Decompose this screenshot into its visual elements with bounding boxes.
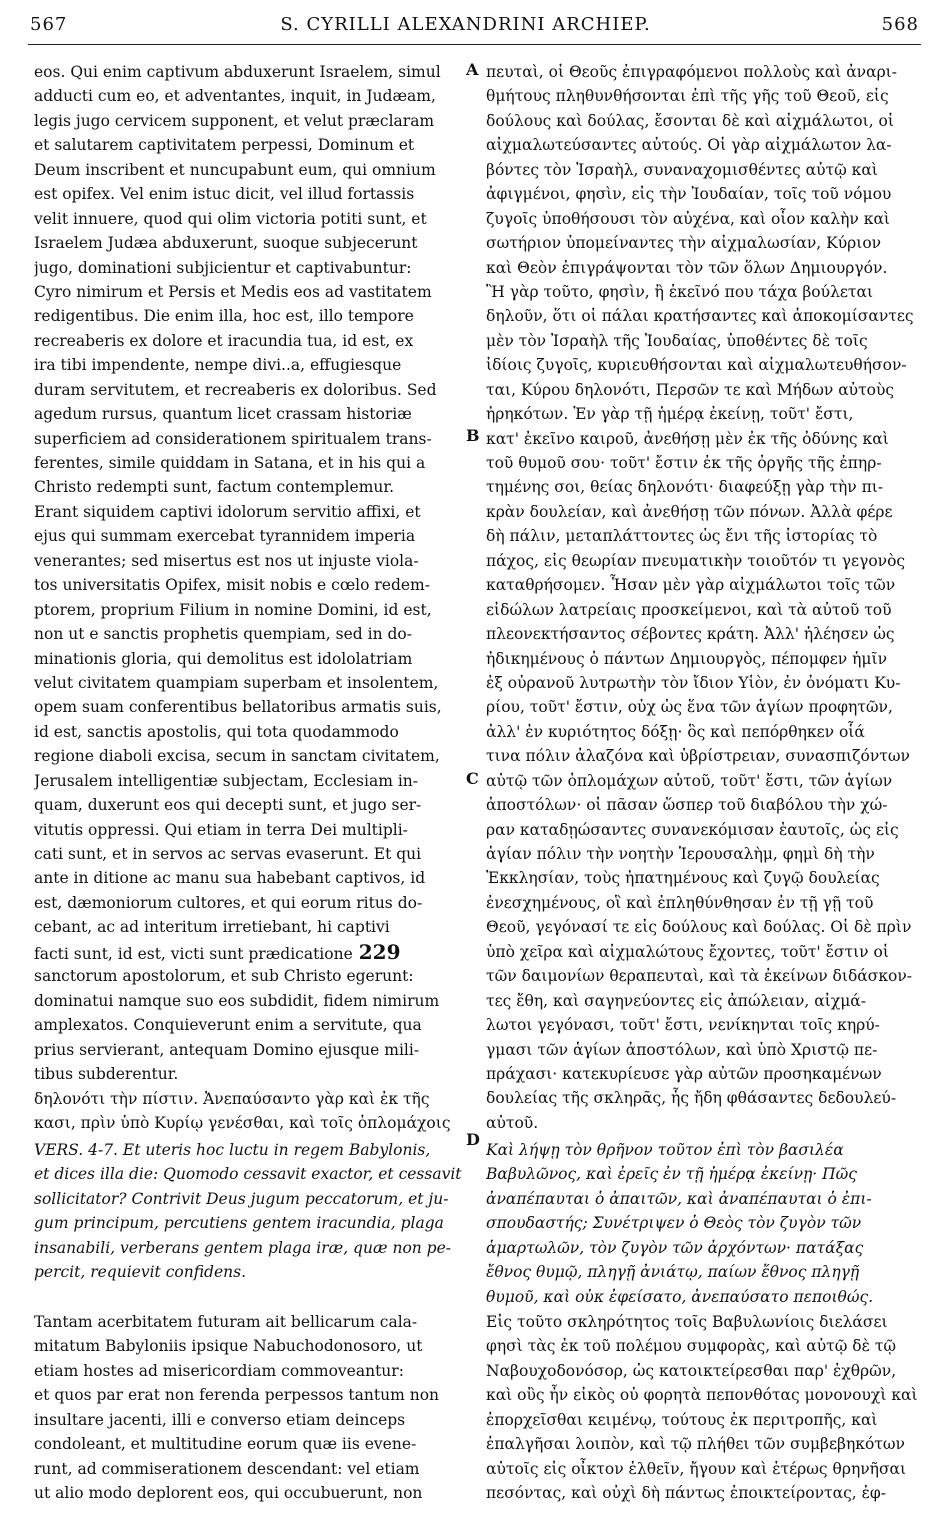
text-line: Deum inscribent et nuncupabunt eum, qui omnium (34, 160, 436, 179)
text-line: et quos par erat non ferenda perpessos tantum non (34, 1386, 440, 1405)
text-line: ἠρηκότων. Ἐν γὰρ τῇ ἡμέρᾳ ἐκείνῃ, τοῦτ' ἔστι, (486, 405, 854, 424)
text-line: ἐπαλγῆσαι λοιπὸν, καὶ τῷ πλήθει τῶν συμβεβηκότων (486, 1435, 905, 1454)
page-number-left: 567 (30, 14, 68, 35)
text-line: runt, ad commiserationem descendant: vel etiam (34, 1459, 420, 1478)
greek-verse-block (486, 1138, 918, 1309)
text-line: δούλους καὶ δούλας, ἔσονται δὲ καὶ αἰχμάλωτοι, οἱ (486, 111, 894, 130)
text-line: ut alio modo deplorent eos, qui occubuerunt, non (34, 1484, 423, 1503)
latin-column-lower (34, 1310, 464, 1506)
text-line: minationis gloria, qui demolitus est idololatriam (34, 649, 413, 668)
page-number-right: 568 (881, 14, 919, 35)
latin-column-upper (34, 60, 464, 1086)
text-line: ἐξ οὐρανοῦ λυτρωτὴν τὸν ἴδιον Υἱὸν, ἐν ὀνόματι Κυ- (486, 673, 901, 692)
text-line: prius servierant, antequam Domino ejusque mili- (34, 1040, 420, 1059)
text-line: αὐτῷ τῶν ὁπλομάχων αὐτοῦ, τοῦτ' ἔστι, τῶν ἁγίων (486, 771, 893, 790)
text-line: facti sunt, id est, victi sunt prædicatione 229 (34, 939, 401, 964)
text-line: Cyro nimirum et Persis et Medis eos ad vastitatem (34, 282, 432, 301)
text-line: opem suam conferentibus bellatoribus armatis suis, (34, 698, 442, 717)
text-line: redigentibus. Die enim illa, hoc est, illo tempore (34, 307, 414, 326)
text-line: πεσόντας, καὶ οὐχὶ δὴ πάντως ἐποικτείροντας, ἐφ- (486, 1484, 887, 1503)
text-line: φησὶ τὰς ἐκ τοῦ πολέμου συμφορὰς, καὶ αὐτῷ δὲ τῷ (486, 1337, 897, 1356)
text-line: regione diaboli excisa, secum in sanctam civitatem, (34, 747, 440, 766)
text-line: ἁμαρτωλῶν, τὸν ζυγὸν τῶν ἀρχόντων· πατάξας (486, 1238, 864, 1257)
margin-letter-a: A (466, 60, 479, 79)
text-line: insanabili, verberans gentem plaga iræ, quæ non pe- (34, 1238, 452, 1257)
text-line: κατ' ἐκεῖνο καιροῦ, ἀνεθήσῃ μὲν ἐκ τῆς ὀδύνης καὶ (486, 429, 889, 448)
text-line: καὶ οὓς ἦν εἰκὸς οὐ φορητὰ πεπονθότας μονονουχὶ καὶ (486, 1386, 918, 1405)
text-line: δηλοῦν, ὅτι οἱ πάλαι κρατήσαντες καὶ ἀποκομίσαντες (486, 307, 914, 326)
text-line: id est, sanctis apostolis, qui tota quodammodo (34, 722, 399, 741)
text-line: θμήτους πληθυνθήσονται ἐπὶ τῆς γῆς τοῦ Θεοῦ, εἰς (486, 87, 889, 106)
text-line: κασι, πρὶν ὑπὸ Κυρίῳ γενέσθαι, καὶ τοῖς ὁπλομάχοις (34, 1114, 451, 1133)
text-line: ται, Κύρου δηλονότι, Περσῶν τε καὶ Μήδων αὐτοὺς (486, 380, 895, 399)
text-line: πευταὶ, οἱ Θεοῦς ἐπιγραφόμενοι πολλοὺς καὶ ἀναρι- (486, 63, 897, 81)
margin-letter-b: B (466, 426, 480, 445)
running-title: S. CYRILLI ALEXANDRINI ARCHIEP. (280, 14, 651, 35)
text-line: ἀφιγμένοι, φησὶν, εἰς τὴν Ἰουδαίαν, τοῖς τοῦ νόμου (486, 185, 892, 204)
latin-verse-block (34, 1138, 464, 1285)
text-line: γμασι τῶν ἁγίων ἀποστόλων, καὶ ὑπὸ Χριστῷ πε- (486, 1040, 878, 1059)
text-line: percit, requievit confidens. (34, 1263, 247, 1282)
text-line: non ut e sanctis prophetis quempiam, sed in do- (34, 625, 412, 644)
text-line: αὐτοῖς εἰς οἶκτον ἐλθεῖν, ἤγουν καὶ ἑτέρως θρηνῆσαι (486, 1459, 907, 1478)
text-line: Ἐκκλησίαν, τοὺς ἠπατημένους καὶ ζυγῷ δουλείας (486, 869, 880, 888)
text-line: etiam hostes ad misericordiam commoveantur: (34, 1361, 404, 1380)
text-line: Tantam acerbitatem futuram ait bellicarum cala- (34, 1313, 418, 1331)
text-line: ἀναπέπαυται ὁ ἀπαιτῶν, καὶ ἀναπέπαυται ὁ ἐπι- (486, 1189, 872, 1208)
text-line: ἔθνος θυμῷ, πληγῇ ἀνιάτῳ, παίων ἔθνος πληγῇ (486, 1263, 860, 1282)
text-line: πράχασι· κατεκυρίευσε γὰρ αὐτῶν προσηκαμένων (486, 1064, 882, 1083)
text-line: ante in ditione ac manu sua habebant captivos, id (34, 869, 426, 888)
text-line: vitutis oppressi. Qui etiam in terra Dei multipli- (34, 820, 408, 839)
margin-letter-d: D (466, 1130, 480, 1149)
text-line: velut civitatem quampiam superbam et insolentem, (34, 673, 439, 692)
text-line: Βαβυλῶνος, καὶ ἐρεῖς ἐν τῇ ἡμέρᾳ ἐκείνῃ· Πῶς (486, 1165, 857, 1184)
text-line: σωτήριον ὑπομείναντες τὴν αἰχμαλωσίαν, Κύριον (486, 234, 882, 253)
text-line: δηλονότι τὴν πίστιν. Ἀνεπαύσαντο γὰρ καὶ ἐκ τῆς (34, 1090, 430, 1108)
header-rule (28, 44, 921, 45)
text-line: ἐνεσχημένους, οἳ καὶ ἐπληθύνθησαν ἐν τῇ γῇ τοῦ (486, 893, 874, 912)
text-line: adducti cum eo, et adventantes, inquit, in Judæam, (34, 87, 436, 106)
text-line: τημένης σοι, θείας δηλονότι· διαφεύξῃ γὰρ τὴν πι- (486, 478, 884, 497)
text-line: δὴ πάλιν, μεταπλάττοντες ὡς ἔνι τῆς ἱστορίας τὸ (486, 527, 878, 546)
text-line: venerantes; sed misertus est nos ut injuste viola- (34, 551, 419, 570)
greek-column-lower (486, 1310, 918, 1506)
text-line: σπουδαστής; Συνέτριψεν ὁ Θεὸς τὸν ζυγὸν τῶν (486, 1214, 862, 1233)
text-line: et salutarem captivitatem perpessi, Dominum et (34, 136, 415, 155)
text-line: tos universitatis Opifex, misit nobis e cœlo redem- (34, 576, 430, 595)
greek-continuation-left (34, 1087, 464, 1136)
text-line: ptorem, proprium Filium in nomine Domini, id est, (34, 600, 432, 619)
text-line: ἠδικημένους ὁ πάντων Δημιουργὸς, πέπομφεν ἡμῖν (486, 649, 887, 668)
text-line: mitatum Babyloniis ipsique Nabuchodonosoro, ut (34, 1337, 423, 1356)
greek-column-upper (486, 60, 918, 1111)
text-line: gum principum, percutiens gentem iracundia, plaga (34, 1214, 444, 1233)
text-line: Καὶ λήψῃ τὸν θρῆνον τοῦτον ἐπὶ τὸν βασιλέα (486, 1141, 844, 1159)
text-line: et dices illa die: Quomodo cessavit exactor, et cessavit (34, 1165, 462, 1184)
text-line: sanctorum apostolorum, et sub Christo egerunt: (34, 967, 414, 986)
running-header (0, 14, 931, 44)
text-line: amplexatos. Conquieverunt enim a servitute, qua (34, 1016, 422, 1035)
text-line: τες ἔθη, καὶ σαγηνεύοντες εἰς ἀπώλειαν, αἰχμά- (486, 991, 866, 1010)
text-line: est opifex. Vel enim istuc dicit, vel illud fortassis (34, 185, 415, 204)
text-line: ἀλλ' ἐν κυριότητος δόξῃ· ὃς καὶ πεπόρθηκεν οἷά (486, 722, 865, 741)
text-line: τινα πόλιν ἀλαζόνα καὶ ὑβρίστρειαν, συνασπιζόντων (486, 747, 910, 766)
text-line: est, dæmoniorum cultores, et qui eorum ritus do- (34, 893, 423, 912)
text-line: ferentes, simile quiddam in Satana, et in his qui a (34, 454, 426, 472)
margin-letter-c: C (466, 769, 479, 788)
text-line: ejus qui summam exercebat tyrannidem imperia (34, 527, 416, 546)
text-line: cebant, ac ad interitum irretiebant, hi captivi (34, 918, 390, 937)
text-line: Ναβουχοδονόσορ, ὡς κατοικτείρεσθαι παρ' ἐχθρῶν, (486, 1361, 897, 1380)
text-line: dominatui namque suo eos subdidit, fidem nimirum (34, 991, 440, 1010)
text-line: τοῦ θυμοῦ σου· τοῦτ' ἔστιν ἐκ τῆς ὀργῆς τῆς ἐπηρ- (486, 454, 882, 472)
text-line: sollicitator? Contrivit Deus jugum peccatorum, et ju- (34, 1189, 449, 1208)
text-line: ira tibi impendente, nempe divi..a, effugiesque (34, 356, 402, 375)
text-line: ρίου, τοῦτ' ἔστιν, οὐχ ὡς ἕνα τῶν ἁγίων προφητῶν, (486, 698, 893, 717)
text-line: Εἰς τοῦτο σκληρότητος τοῖς Βαβυλωνίοις διελάσει (486, 1313, 888, 1331)
text-line: Jerusalem intelligentiæ subjectam, Ecclesiam in- (34, 771, 419, 790)
text-line: θυμοῦ, καὶ οὐκ ἐφείσατο, ἀνεπαύσατο πεποιθώς. (486, 1287, 874, 1306)
text-line: quam, duxerunt eos qui decepti sunt, et jugo ser- (34, 796, 422, 815)
text-line: Erant siquidem captivi idolorum servitio affixi, et (34, 502, 421, 521)
text-line: condoleant, et multitudine eorum quæ iis evene- (34, 1435, 417, 1454)
margin-number: 229 (358, 939, 401, 964)
text-line: VERS. 4-7. Et uteris hoc luctu in regem Babylonis, (34, 1141, 431, 1159)
text-line: ἀποστόλων· οἱ πᾶσαν ὥσπερ τοῦ διαβόλου τὴν χώ- (486, 796, 888, 815)
text-line: ζυγοῖς ὑποθήσουσι τὸν αὐχένα, καὶ οἷον καλὴν καὶ (486, 209, 890, 228)
text-line: κρὰν δουλείαν, καὶ ἀνεθήσῃ τῶν πόνων. Ἀλλὰ φέρε (486, 502, 893, 521)
text-line: agedum rursus, quantum licet crassam historiæ (34, 405, 412, 424)
text-line: superficiem ad considerationem spiritualem trans- (34, 429, 432, 448)
text-line: δουλείας τῆς σκληρᾶς, ἧς ἤδη φθάσαντες δεδουλεύ- (486, 1089, 897, 1108)
greek-continuation-right (486, 1111, 918, 1135)
text-line: λωτοι γεγόνασι, τοῦτ' ἔστι, νενίκηνται τοῖς κηρύ- (486, 1016, 880, 1035)
text-line: πάχος, εἰς θεωρίαν πνευματικὴν τοιοῦτόν τι γεγονὸς (486, 551, 906, 570)
text-line: βόντες τὸν Ἰσραὴλ, συναναχομισθέντες αὐτῷ καὶ (486, 160, 878, 179)
text-line: ὑπὸ χεῖρα καὶ αἰχμαλώτους ἔχοντες, τοῦτ' ἔστιν οἱ (486, 942, 889, 961)
text-line: velit innuere, quod qui olim victoria potiti sunt, et (34, 209, 427, 228)
text-line: τῶν δαιμονίων θεραπευταὶ, καὶ τὰ ἐκείνων διδάσκον- (486, 967, 913, 986)
text-line: jugo, dominationi subjicientur et captivabuntur: (34, 258, 412, 277)
text-line: καταθρήσομεν. Ἦσαν μὲν γὰρ αἰχμάλωτοι τοῖς τῶν (486, 576, 896, 595)
text-line: Christo redempti sunt, factum contemplemur. (34, 478, 395, 497)
text-line: αἰχμαλωτεύσαντες αὐτούς. Οἱ γὰρ αἰχμάλωτον λα- (486, 136, 892, 155)
text-line: μὲν τὸν Ἰσραὴλ τῆς Ἰουδαίας, ὑποθέντες δὲ τοῖς (486, 331, 868, 350)
text-line: ἰδίοις ζυγοῖς, κυριευθήσονται καὶ αἰχμαλωτευθήσον- (486, 356, 907, 375)
text-line: ἁγίαν πόλιν τὴν νοητὴν Ἱερουσαλὴμ, φημὶ δὴ τὴν (486, 845, 875, 863)
text-line: eos. Qui enim captivum abduxerunt Israelem, simul (34, 63, 441, 81)
text-line: Θεοῦ, γεγόνασί τε εἰς δούλους καὶ δούλας. Οἱ δὲ πρὶν (486, 918, 912, 937)
text-line: καὶ Θεὸν ἐπιγράψονται τὸν τῶν ὅλων Δημιουργόν. (486, 258, 888, 277)
text-line: Ἢ γὰρ τοῦτο, φησὶν, ἢ ἐκεῖνό που τάχα βούλεται (486, 282, 874, 301)
text-line: πλεονεκτήσαντος σέβοντες κράτη. Ἀλλ' ἠλέησεν ὡς (486, 625, 895, 644)
text-line: duram servitutem, et recreaberis ex doloribus. Sed (34, 380, 437, 399)
text-line: recreaberis ex dolore et iracundia tua, id est, ex (34, 331, 414, 350)
text-line: ἐπορχεῖσθαι κειμένῳ, τούτους ἐκ περιτροπῆς, καὶ (486, 1410, 878, 1429)
text-line: cati sunt, et in servos ac servas evaserunt. Et qui (34, 845, 422, 863)
text-line: αὐτοῦ. (486, 1114, 539, 1132)
text-line: ραν καταδῃώσαντες συνανεκόμισαν ἑαυτοῖς, ὡς εἰς (486, 820, 899, 839)
text-line: legis jugo cervicem supponent, et velut præclaram (34, 111, 435, 130)
text-line: εἰδώλων λατρείαις προσκείμενοι, καὶ τὰ αὐτοῦ τοῦ (486, 600, 892, 619)
text-line: insultare jacenti, illi e converso etiam deinceps (34, 1410, 406, 1429)
text-line: Israelem Judæa abduxerunt, suoque subjecerunt (34, 234, 418, 253)
text-line: tibus subderentur. (34, 1064, 179, 1083)
